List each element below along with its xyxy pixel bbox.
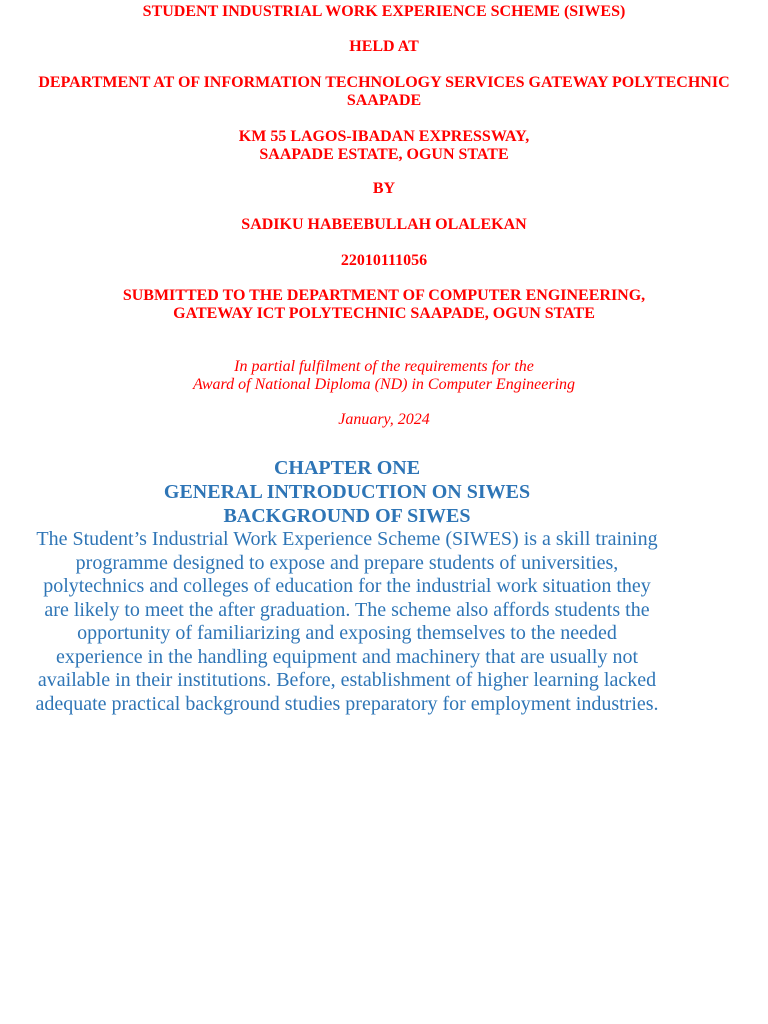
submitted-line-1: SUBMITTED TO THE DEPARTMENT OF COMPUTER ENGINEERING, [122, 287, 646, 304]
chapter-heading-block [0, 456, 694, 528]
fulfilment-line-1: In partial fulfilment of the requirements for the [234, 358, 534, 375]
department-line-2: SAAPADE [346, 92, 422, 109]
body-line-7: available in their institutions. Before, establishment of higher learning lacked [37, 669, 657, 691]
department-block [0, 74, 768, 110]
by-label: BY [372, 180, 396, 197]
chapter-label: CHAPTER ONE [273, 457, 421, 479]
held-at-label: HELD AT [349, 38, 419, 55]
matric-number-block [0, 252, 768, 270]
section-title: BACKGROUND OF SIWES [223, 505, 471, 527]
scheme-title: STUDENT INDUSTRIAL WORK EXPERIENCE SCHEME (SIWES) [142, 3, 626, 20]
chapter-body [0, 528, 694, 716]
body-line-5: opportunity of familiarizing and exposing themselves to the needed [77, 622, 617, 644]
body-line-4: are likely to meet the after graduation. The scheme also affords students the [44, 598, 650, 621]
body-line-3: polytechnics and colleges of education for the industrial work situation they [43, 575, 651, 597]
student-name-block [0, 216, 768, 234]
department-line-1: DEPARTMENT AT OF INFORMATION TECHNOLOGY SERVICES GATEWAY POLYTECHNIC [38, 74, 730, 91]
by-block [0, 180, 768, 198]
body-line-1: The Student’s Industrial Work Experience Scheme (SIWES) is a skill training [36, 528, 658, 550]
submitted-block [0, 287, 768, 323]
date-block [0, 411, 768, 429]
body-line-2: programme designed to expose and prepare students of universities, [75, 551, 619, 574]
matric-number: 22010111056 [340, 252, 428, 269]
address-line-2: SAAPADE ESTATE, OGUN STATE [259, 146, 509, 163]
student-name: SADIKU HABEEBULLAH OLALEKAN [241, 216, 527, 233]
submitted-line-2: GATEWAY ICT POLYTECHNIC SAAPADE, OGUN STATE [173, 305, 595, 322]
body-line-6: experience in the handling equipment and machinery that are usually not [55, 645, 639, 668]
held-at-block [0, 38, 768, 56]
fulfilment-block [0, 358, 768, 394]
fulfilment-line-2: Award of National Diploma (ND) in Computer Engineering [192, 376, 576, 393]
body-line-8: adequate practical background studies preparatory for employment industries. [35, 692, 659, 715]
chapter-title: GENERAL INTRODUCTION ON SIWES [163, 481, 531, 503]
address-line-1: KM 55 LAGOS-IBADAN EXPRESSWAY, [238, 128, 530, 145]
address-block [0, 128, 768, 164]
cover-scheme-title-block [0, 3, 768, 21]
submission-date: January, 2024 [338, 411, 430, 428]
